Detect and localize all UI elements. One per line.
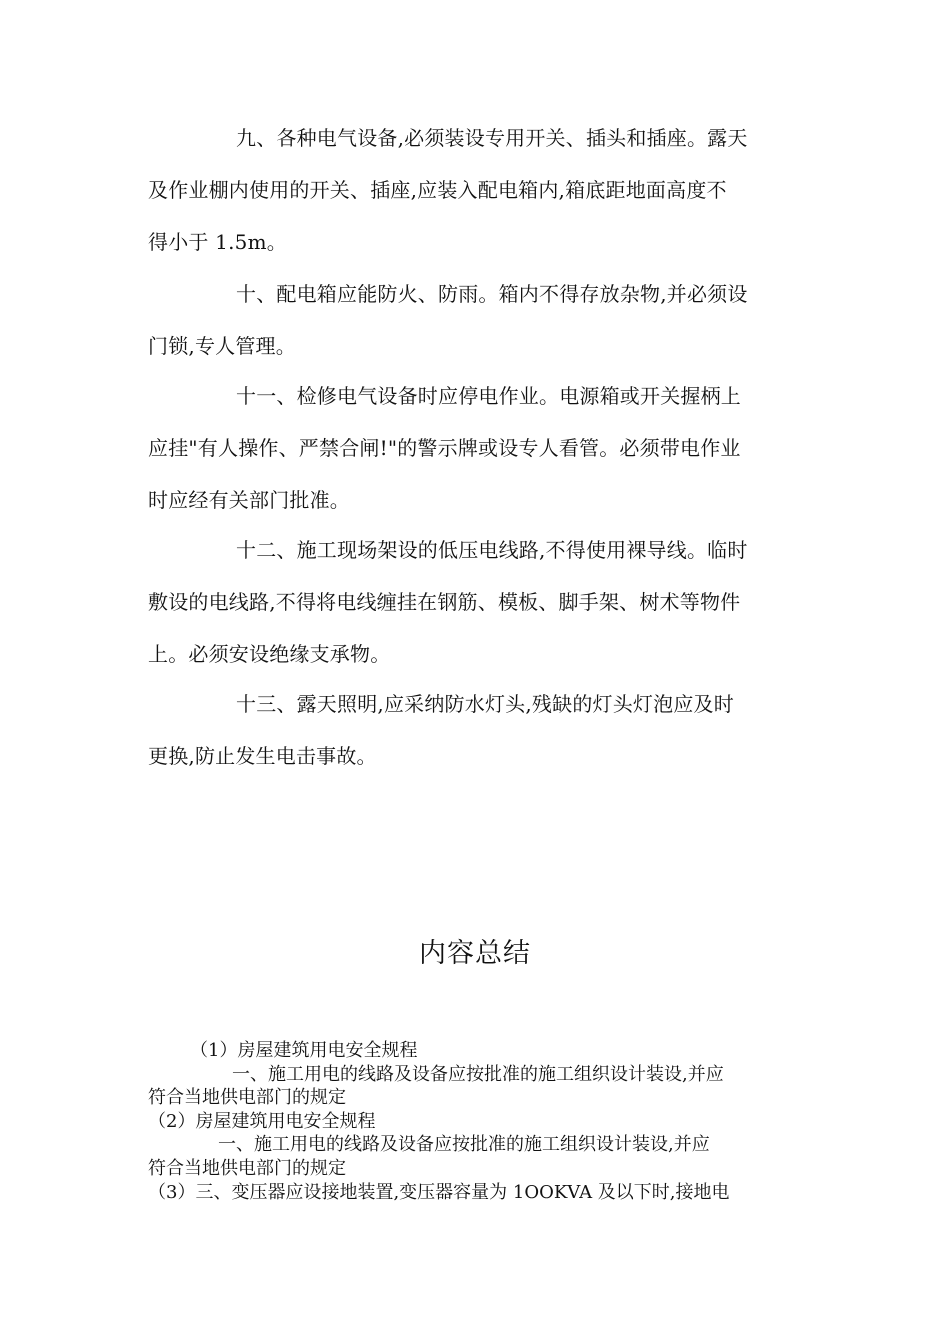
summary-line-3: 符合当地供电部门的规定 bbox=[148, 1087, 346, 1108]
summary-line-5: 一、施工用电的线路及设备应按批准的施工组织设计装设,并应 bbox=[218, 1134, 710, 1155]
paragraph-11-line-3: 时应经有关部门批准。 bbox=[148, 488, 350, 512]
paragraph-9-line-1: 九、各种电气设备,必须装设专用开关、插头和插座。露天 bbox=[236, 126, 748, 150]
paragraph-12-line-1: 十二、施工现场架设的低压电线路,不得使用裸导线。临时 bbox=[236, 538, 748, 562]
paragraph-10-line-1: 十、配电箱应能防火、防雨。箱内不得存放杂物,并必须设 bbox=[236, 282, 748, 306]
paragraph-13-line-1: 十三、露天照明,应采纳防水灯头,残缺的灯头灯泡应及时 bbox=[236, 692, 734, 716]
summary-title: 内容总结 bbox=[419, 938, 531, 969]
paragraph-11-line-2: 应挂"有人操作、严禁合闸!"的警示牌或设专人看管。必须带电作业 bbox=[148, 436, 741, 460]
summary-line-6: 符合当地供电部门的规定 bbox=[148, 1158, 346, 1179]
paragraph-13-line-2: 更换,防止发生电击事故。 bbox=[148, 744, 377, 768]
summary-line-7: （3）三、变压器应设接地装置,变压器容量为 1OOKVA 及以下时,接地电 bbox=[148, 1182, 730, 1203]
paragraph-12-line-2: 敷设的电线路,不得将电线缠挂在钢筋、模板、脚手架、树术等物件 bbox=[148, 590, 741, 614]
paragraph-11-line-1: 十一、检修电气设备时应停电作业。电源箱或开关握柄上 bbox=[236, 384, 741, 408]
paragraph-9-line-2: 及作业棚内使用的开关、插座,应装入配电箱内,箱底距地面高度不 bbox=[148, 178, 727, 202]
paragraph-12-line-3: 上。必须安设绝缘支承物。 bbox=[148, 642, 391, 666]
summary-line-4: （2）房屋建筑用电安全规程 bbox=[148, 1111, 376, 1132]
summary-line-1: （1）房屋建筑用电安全规程 bbox=[190, 1040, 418, 1061]
paragraph-10-line-2: 门锁,专人管理。 bbox=[148, 334, 296, 358]
paragraph-9-line-3: 得小于 1.5m。 bbox=[148, 230, 287, 254]
summary-line-2: 一、施工用电的线路及设备应按批准的施工组织设计装设,并应 bbox=[232, 1064, 724, 1085]
